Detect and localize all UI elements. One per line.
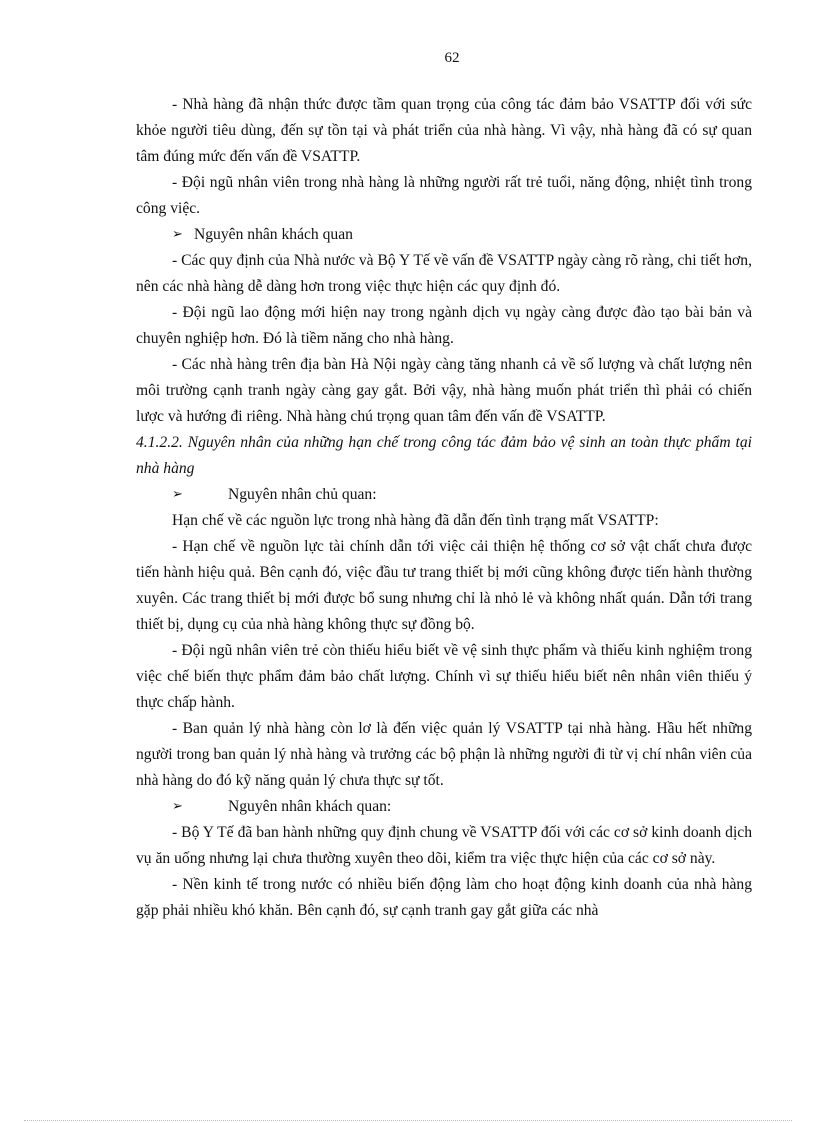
arrow-bullet-icon: ➢ <box>172 227 183 242</box>
section-heading: 4.1.2.2. Nguyên nhân của những hạn chế trong công tác đảm bảo vệ sinh an toàn thực phẩm tại nhà hàng <box>136 434 752 477</box>
paragraph: - Nhà hàng đã nhận thức được tầm quan trọng của công tác đảm bảo VSATTP đối với sức khỏe người tiêu dùng, đến sự tồn tại và phát triển của nhà hàng. Vì vậy, nhà hàng đã có sự quan tâm đúng mức đến vấn đề VSATTP. <box>136 96 752 165</box>
paragraph: Hạn chế về các nguồn lực trong nhà hàng đã dẫn đến tình trạng mất VSATTP: <box>172 512 659 529</box>
document-body <box>136 92 752 924</box>
paragraph: - Bộ Y Tế đã ban hành những quy định chung về VSATTP đối với các cơ sở kinh doanh dịch vụ ăn uống nhưng lại chưa thường xuyên theo dõi, kiểm tra việc thực hiện của các cơ sở này. <box>136 824 752 867</box>
bullet-text: Nguyên nhân chủ quan: <box>228 486 377 503</box>
paragraph: - Nền kinh tế trong nước có nhiều biến động làm cho hoạt động kinh doanh của nhà hàng gặp phải nhiều khó khăn. Bên cạnh đó, sự cạnh tranh gay gắt giữa các nhà <box>136 876 752 919</box>
paragraph: - Đội ngũ lao động mới hiện nay trong ngành dịch vụ ngày càng được đào tạo bài bản và chuyên nghiệp hơn. Đó là tiềm năng cho nhà hàng. <box>136 304 752 347</box>
page-bottom-divider <box>24 1120 792 1121</box>
page-number: 62 <box>444 50 460 66</box>
bullet-heading <box>136 794 752 820</box>
bullet-text: Nguyên nhân khách quan <box>194 226 353 243</box>
paragraph: - Hạn chế về nguồn lực tài chính dẫn tới việc cải thiện hệ thống cơ sở vật chất chưa được tiến hành hiệu quả. Bên cạnh đó, việc đầu tư trang thiết bị mới cũng không được tiến hành thường xuyên. Các trang thiết bị mới được bổ sung nhưng chỉ là nhỏ lẻ và không nhất quán. Dẫn tới trang thiết bị, dụng cụ của nhà hàng không thực sự đồng bộ. <box>136 538 752 633</box>
arrow-bullet-icon: ➢ <box>172 799 183 814</box>
bullet-text: Nguyên nhân khách quan: <box>228 798 392 815</box>
paragraph: - Các quy định của Nhà nước và Bộ Y Tế về vấn đề VSATTP ngày càng rõ ràng, chi tiết hơn, nên các nhà hàng dễ dàng hơn trong việc thực hiện các quy định đó. <box>136 252 752 295</box>
arrow-bullet-icon: ➢ <box>172 487 183 502</box>
paragraph: - Các nhà hàng trên địa bàn Hà Nội ngày càng tăng nhanh cả về số lượng và chất lượng nên môi trường cạnh tranh ngày càng gay gắt. Bởi vậy, nhà hàng muốn phát triển thì phải có chiến lược và hướng đi riêng. Nhà hàng chú trọng quan tâm đến vấn đề VSATTP. <box>136 356 752 425</box>
bullet-heading <box>136 482 752 508</box>
paragraph: - Đội ngũ nhân viên trẻ còn thiếu hiểu biết về vệ sinh thực phẩm và thiếu kinh nghiệm trong việc chế biến thực phẩm đảm bảo chất lượng. Chính vì sự thiếu hiểu biết nên nhân viên thiếu ý thực chấp hành. <box>136 642 752 711</box>
paragraph: - Ban quản lý nhà hàng còn lơ là đến việc quản lý VSATTP tại nhà hàng. Hầu hết những người trong ban quản lý nhà hàng và trưởng các bộ phận là những người đi từ vị chí nhân viên của nhà hàng do đó kỹ năng quản lý chưa thực sự tốt. <box>136 720 752 789</box>
paragraph: - Đội ngũ nhân viên trong nhà hàng là những người rất trẻ tuổi, năng động, nhiệt tình trong công việc. <box>136 174 752 217</box>
bullet-heading <box>136 222 752 248</box>
